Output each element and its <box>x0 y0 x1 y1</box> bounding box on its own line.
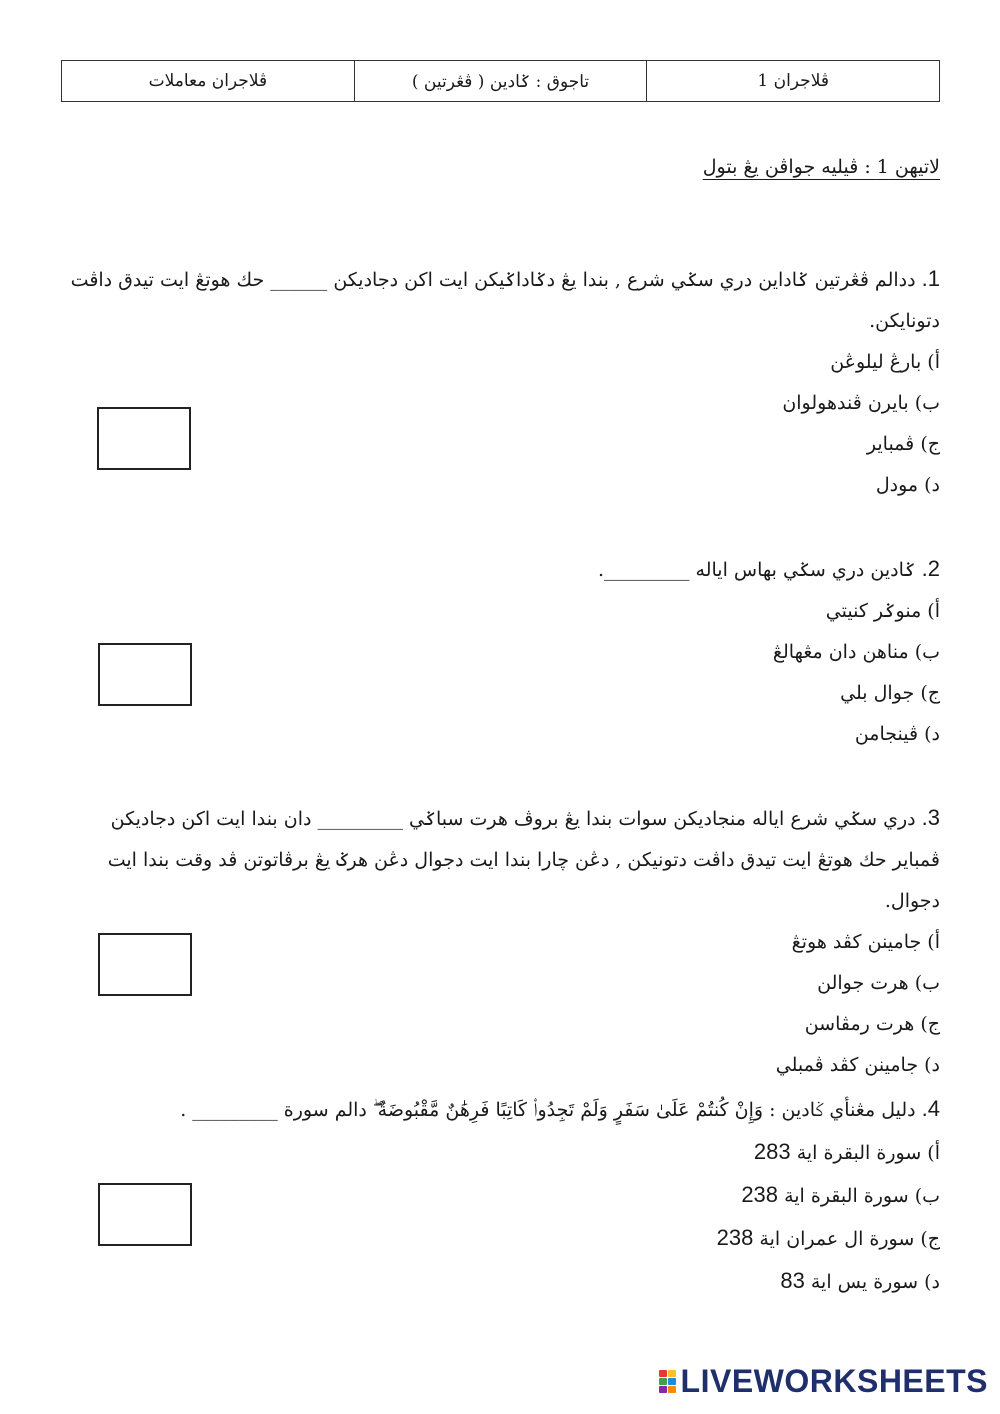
option-text: سورة البقرة اية <box>784 1185 909 1207</box>
option-letter: ج) <box>920 433 940 455</box>
option-letter: ج) <box>920 1013 940 1035</box>
logo-square <box>659 1378 667 1385</box>
option-letter: ب) <box>914 972 940 994</box>
option-letter: ب) <box>914 392 940 414</box>
option-text: بايرن ڤندهولوان <box>782 392 909 414</box>
option-letter: ب) <box>914 1185 940 1207</box>
option-text: سورة البقرة اية <box>796 1142 922 1164</box>
logo-square <box>668 1370 676 1377</box>
option-text: جوال بلي <box>840 682 915 704</box>
option-text: جامينن كڤد هوتڠ <box>791 931 922 953</box>
header-table <box>61 60 940 102</box>
answer-box-2[interactable] <box>98 643 192 706</box>
verse-number: 238 <box>741 1182 779 1207</box>
logo-square <box>659 1370 667 1377</box>
option-letter: د) <box>924 1271 940 1293</box>
logo-mark-icon <box>659 1370 677 1394</box>
option-letter: أ) <box>927 351 940 373</box>
option-b[interactable] <box>60 1174 940 1217</box>
question-1 <box>60 258 940 506</box>
header-cell-topic: تاجوق : ݢادين ( ڤڠرتين ) <box>354 61 647 102</box>
question-number: 3. <box>921 805 940 830</box>
option-a[interactable] <box>60 1131 940 1174</box>
option-letter: أ) <box>927 931 940 953</box>
option-b[interactable] <box>80 963 940 1004</box>
question-text: دري سݢي شرع اياله منجاديکن سوات بندا يڠ بروڤ هرت سباݢي _________ دان بندا ايت اکن دجاديکن ڤمباير حك هوتڠ ايت تيدق داڤت دتونيكن , دڠن چارا بندا ايت دجوال دڠن هرݢ يڠ برڤاتوتن ڤد وقت بندا ايت دجوال. <box>107 808 940 912</box>
option-d[interactable] <box>80 1045 940 1086</box>
option-text: بارڠ ليلوڠن <box>830 351 922 373</box>
header-cell-subject: ڤلاجران معاملات <box>62 61 355 102</box>
question-number: 1. <box>921 266 940 291</box>
option-letter: د) <box>924 1054 940 1076</box>
option-text: مودل <box>875 474 919 496</box>
option-letter: د) <box>924 474 940 496</box>
question-text: دليل مڠنأي ݢادين : وَإِنْ كُنتُمْ عَلَىٰ سَفَرٍ وَلَمْ تَجِدُوا۟ كَاتِبًا فَرِهَٰنٌ مَّقْبُوضَةٌ ۖ دالم سورة _________ . <box>180 1099 916 1121</box>
option-a[interactable] <box>60 342 940 383</box>
answer-box-4[interactable] <box>98 1183 192 1246</box>
answer-box-1[interactable] <box>97 407 191 470</box>
question-4 <box>60 1088 940 1303</box>
question-number: 4. <box>921 1096 940 1121</box>
option-c[interactable] <box>60 673 940 714</box>
answer-box-3[interactable] <box>98 933 192 996</box>
logo-square <box>668 1386 676 1393</box>
option-letter: د) <box>924 723 940 745</box>
option-text: منوݢر كنيتي <box>825 600 922 622</box>
option-text: مناهن دان مڠهالڠ <box>772 641 909 663</box>
option-c[interactable] <box>60 424 940 465</box>
option-d[interactable] <box>60 465 940 506</box>
liveworksheets-logo <box>659 1363 988 1400</box>
option-letter: ب) <box>914 641 940 663</box>
question-number: 2. <box>921 556 940 581</box>
option-d[interactable] <box>60 1260 940 1303</box>
option-text: سورة يس اية <box>810 1271 919 1293</box>
option-b[interactable] <box>60 632 940 673</box>
option-d[interactable] <box>60 714 940 755</box>
option-text: جامينن كڤد ڤمبلي <box>775 1054 919 1076</box>
option-c[interactable] <box>80 1004 940 1045</box>
question-text: ددالم ڤڠرتين ݢاداين دري سݢي شرع , بندا يڠ دݢاداݢيكن ايت اکن دجاديکن ______ حك هوتڠ ايت تيدق داڤت دتونايكن. <box>70 269 940 332</box>
logo-square <box>668 1378 676 1385</box>
option-text: سورة ال عمران اية <box>759 1228 915 1250</box>
option-b[interactable] <box>60 383 940 424</box>
question-text: ݢادين دري سݢي بهاس اياله _________. <box>597 559 916 581</box>
option-letter: أ) <box>927 600 940 622</box>
verse-number: 83 <box>780 1268 805 1293</box>
verse-number: 283 <box>753 1139 791 1164</box>
option-a[interactable] <box>80 922 940 963</box>
option-text: هرت جوالن <box>817 972 909 994</box>
question-3 <box>80 797 940 1086</box>
option-letter: أ) <box>927 1142 940 1164</box>
option-text: هرت رمڤاسن <box>804 1013 915 1035</box>
option-text: ڤينجامن <box>854 723 919 745</box>
option-text: ڤمباير <box>866 433 915 455</box>
exercise-instruction: لاتيهن 1 : ڤيليه جواڤن يڠ بتول <box>702 156 940 178</box>
option-letter: ج) <box>920 682 940 704</box>
option-c[interactable] <box>60 1217 940 1260</box>
header-cell-lesson: ڤلاجران 1 <box>647 61 940 102</box>
question-2 <box>60 548 940 755</box>
logo-square <box>659 1386 667 1393</box>
option-letter: ج) <box>920 1228 940 1250</box>
logo-text: LIVEWORKSHEETS <box>680 1363 988 1399</box>
verse-number: 238 <box>716 1225 754 1250</box>
option-a[interactable] <box>60 591 940 632</box>
